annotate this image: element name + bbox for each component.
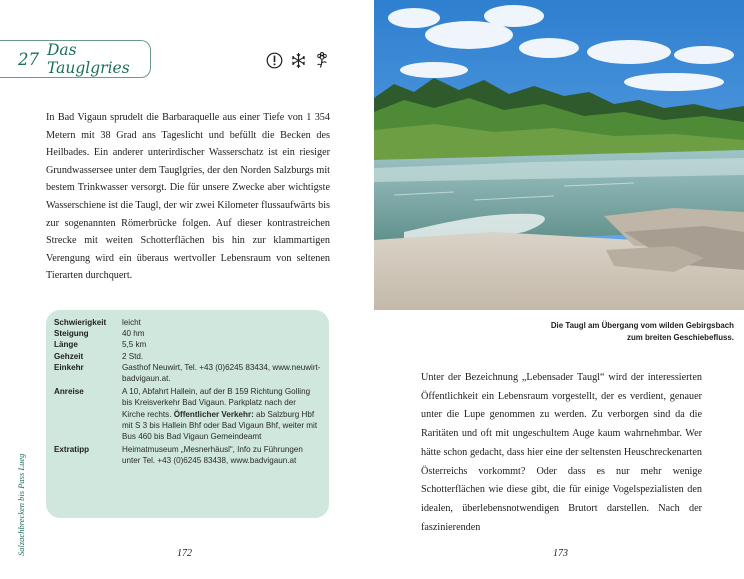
info-value: 2 Std. xyxy=(122,351,144,361)
info-row-laenge xyxy=(54,339,321,350)
caption-line-1: Die Taugl am Übergang vom wilden Gebirgsbach xyxy=(550,321,734,330)
page-number-right: 173 xyxy=(553,548,568,559)
chapter-number: 27 xyxy=(18,49,39,69)
warning-icon xyxy=(265,51,283,69)
snowflake-icon xyxy=(289,51,307,69)
info-label: Einkehr xyxy=(54,362,84,372)
info-row-gehzeit xyxy=(54,351,321,362)
info-row-einkehr xyxy=(54,362,321,384)
caption-line-2: zum breiten Geschiebefluss. xyxy=(627,332,734,342)
info-row-anreise xyxy=(54,386,321,442)
info-value: Heimatmuseum „Mesnerhäusl“, Info zu Führungen unter Tel. +43 (0)6245 83438, www.badvigaun.at xyxy=(122,445,303,466)
info-label: Extratipp xyxy=(54,445,90,455)
section-side-label: Salzachbrecken bis Pass Lueg xyxy=(16,453,26,556)
info-value xyxy=(122,386,321,442)
right-page xyxy=(372,0,744,579)
photo-caption xyxy=(464,320,734,343)
anreise-text-b: ab Salzburg Hbf mit S 3 bis Hallein Bhf oder Bad Vigaun Bhf, weiter mit Bus 460 bis Bad Vigaun Gemeindeamt xyxy=(122,409,318,442)
info-value: leicht xyxy=(122,318,141,327)
info-row-schwierigkeit xyxy=(54,317,321,328)
body-paragraph-right: Unter der Bezeichnung „Lebensader Taugl“ wird der interessierten Öffentlichkeit ein Lebensraum vorgestellt, der es verdient, genauer unter die Lupe genommen zu werden. Zu verborgen sind da die Raritäten und oft mit ungeschultem Auge kaum wahrnehmbar. Wer hätte schon gedacht, dass hier eine der seltensten Heuschreckenarten Österreichs vorkommt? Oder dass es nur mehr wenige Schotterflächen wie diese gibt, die für einige Vogelspezialisten den idealen, überlebensnotwendigen Brutort darstellen. Nach der faszinierenden xyxy=(421,372,702,533)
chapter-title: Das Tauglgries xyxy=(47,41,130,77)
info-label: Anreise xyxy=(54,387,84,397)
info-row-extratipp xyxy=(54,444,321,466)
anreise-bold: Öffentlicher Verkehr: xyxy=(173,409,254,419)
info-value: 40 hm xyxy=(122,329,145,339)
page-number-left: 172 xyxy=(177,548,192,559)
info-label: Schwierigkeit xyxy=(54,318,107,327)
info-row-steigung xyxy=(54,328,321,339)
info-value: 5,5 km xyxy=(122,340,147,350)
flower-icon xyxy=(313,51,331,69)
info-label: Gehzeit xyxy=(54,351,84,361)
info-label: Länge xyxy=(54,340,78,350)
river-photo xyxy=(374,0,744,310)
tour-info-box xyxy=(46,310,329,518)
info-value: Gasthof Neuwirt, Tel. +43 (0)6245 83434, www.neuwirt-badvigaun.at. xyxy=(122,362,321,384)
tour-icons xyxy=(265,51,331,69)
info-label: Steigung xyxy=(54,329,89,339)
chapter-title-tab xyxy=(0,40,151,78)
anreise-text-a: A 10, Abfahrt Hallein, auf der B 159 Richtung Golling bis Kreisverkehr Bad Vigaun. Parkplatz nach der Kirche rechts. xyxy=(122,387,311,419)
intro-paragraph: In Bad Vigaun sprudelt die Barbaraquelle aus einer Tiefe von 1 354 Metern mit 38 Grad ans Tageslicht und befüllt die Becken des Heilbades. Ein anderer unterirdischer Wasserschatz ist ein riesiger Grundwassersee unter dem Tauglgries, der den Norden Salzburgs mit bestem Trinkwasser versorgt. Die für unsere Zwecke aber wichtigste Wasserschiene ist die Taugl, der wir zwei Kilometer flussaufwärts bis zur sogenannten Römerbrücke folgen. Auf dieser kontrastreichen Strecke mit weiten Schotterflächen bis hin zur klammartigen Verengung wird ein überaus wertvoller Lebensraum von seltenen Tierarten durchquert. xyxy=(46,112,330,282)
